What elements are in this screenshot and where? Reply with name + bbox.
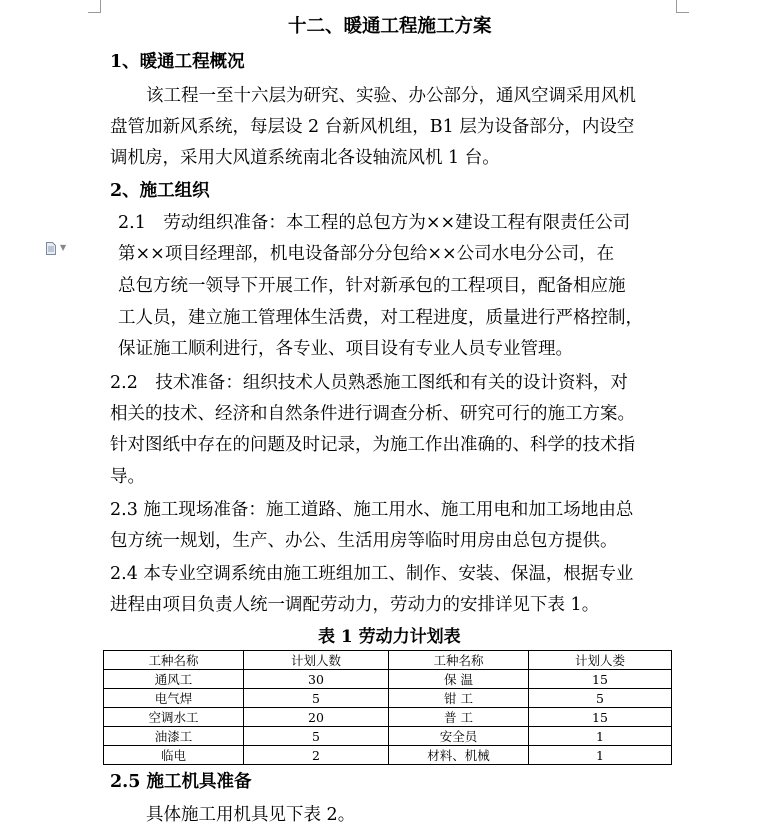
table-cell: 30 bbox=[244, 670, 389, 689]
table-header-row bbox=[104, 651, 672, 670]
dropdown-arrow-icon[interactable]: ▼ bbox=[60, 243, 67, 252]
table-cell: 通风工 bbox=[104, 670, 244, 689]
table-cell: 安全员 bbox=[389, 727, 529, 746]
section-2-5-heading: 2.5 施工机具准备 bbox=[110, 772, 252, 792]
document-icon[interactable] bbox=[46, 242, 56, 255]
table-header-cell: 计划人数 bbox=[244, 651, 389, 670]
table-cell: 15 bbox=[529, 670, 672, 689]
paragraph-line: 2.3 施工现场准备：施工道路、施工用水、施工用电和加工场地由总 bbox=[110, 500, 634, 520]
paragraph-line: 进程由项目负责人统一调配劳动力，劳动力的安排详见下表 1。 bbox=[110, 595, 600, 615]
paragraph-line: 2.2 技术准备：组织技术人员熟悉施工图纸和有关的设计资料，对 bbox=[110, 373, 628, 393]
page-title: 十二、暖通工程施工方案 bbox=[288, 16, 492, 37]
paragraph-line: 相关的技术、经济和自然条件进行调查分析、研究可行的施工方案。 bbox=[110, 404, 635, 424]
table-cell: 保 温 bbox=[389, 670, 529, 689]
table-cell: 20 bbox=[244, 708, 389, 727]
table-row bbox=[104, 746, 672, 765]
table-cell: 电气焊 bbox=[104, 689, 244, 708]
paragraph-line: 保证施工顺利进行，各专业、项目设有专业人员专业管理。 bbox=[118, 339, 573, 359]
paragraph-line: 第××项目经理部，机电设备部分分包给××公司水电分公司，在 bbox=[118, 244, 615, 264]
paragraph-line: 2.4 本专业空调系统由施工班组加工、制作、安装、保温，根据专业 bbox=[110, 564, 634, 584]
table-caption: 表 1 劳动力计划表 bbox=[318, 627, 461, 647]
table-cell: 15 bbox=[529, 708, 672, 727]
paragraph-line: 盘管加新风系统，每层设 2 台新风机组，B1 层为设备部分，内设空 bbox=[110, 117, 635, 137]
table-cell: 1 bbox=[529, 727, 672, 746]
table-header-cell: 工种名称 bbox=[389, 651, 529, 670]
paragraph-line: 具体施工用机具见下表 2。 bbox=[146, 805, 356, 825]
table-cell: 钳 工 bbox=[389, 689, 529, 708]
paragraph-line: 总包方统一领导下开展工作，针对新承包的工程项目，配备相应施 bbox=[118, 276, 626, 296]
paragraph-line: 针对图纸中存在的问题及时记录，为施工作出准确的、科学的技术指 bbox=[110, 435, 635, 455]
table-cell: 5 bbox=[244, 727, 389, 746]
paragraph-line: 2.1 劳动组织准备：本工程的总包方为××建设工程有限责任公司 bbox=[118, 213, 631, 233]
table-header-cell: 工种名称 bbox=[104, 651, 244, 670]
paragraph-line: 该工程一至十六层为研究、实验、办公部分，通风空调采用风机 bbox=[146, 86, 636, 106]
table-cell: 临电 bbox=[104, 746, 244, 765]
labor-plan-table bbox=[103, 650, 672, 765]
crop-mark-top-right bbox=[676, 0, 689, 13]
table-cell: 材料、机械 bbox=[389, 746, 529, 765]
paragraph-line: 包方统一规划，生产、办公、生活用房等临时用房由总包方提供。 bbox=[110, 531, 618, 551]
paragraph-line: 调机房，采用大风道系统南北各设轴流风机 1 台。 bbox=[110, 148, 500, 168]
section-1-heading: 1、暖通工程概况 bbox=[110, 52, 245, 72]
paragraph-line: 导。 bbox=[110, 467, 145, 487]
table-row bbox=[104, 727, 672, 746]
table-row bbox=[104, 708, 672, 727]
table-header-cell: 计划人娄 bbox=[529, 651, 672, 670]
table-cell: 普 工 bbox=[389, 708, 529, 727]
table-cell: 5 bbox=[529, 689, 672, 708]
table-row bbox=[104, 689, 672, 708]
section-2-heading: 2、施工组织 bbox=[110, 181, 210, 201]
paragraph-line: 工人员，建立施工管理体生活费，对工程进度，质量进行严格控制， bbox=[118, 308, 643, 328]
table-row bbox=[104, 670, 672, 689]
table-cell: 油漆工 bbox=[104, 727, 244, 746]
table-cell: 空调水工 bbox=[104, 708, 244, 727]
table-cell: 1 bbox=[529, 746, 672, 765]
crop-mark-top-left bbox=[88, 0, 101, 13]
table-cell: 5 bbox=[244, 689, 389, 708]
table-cell: 2 bbox=[244, 746, 389, 765]
